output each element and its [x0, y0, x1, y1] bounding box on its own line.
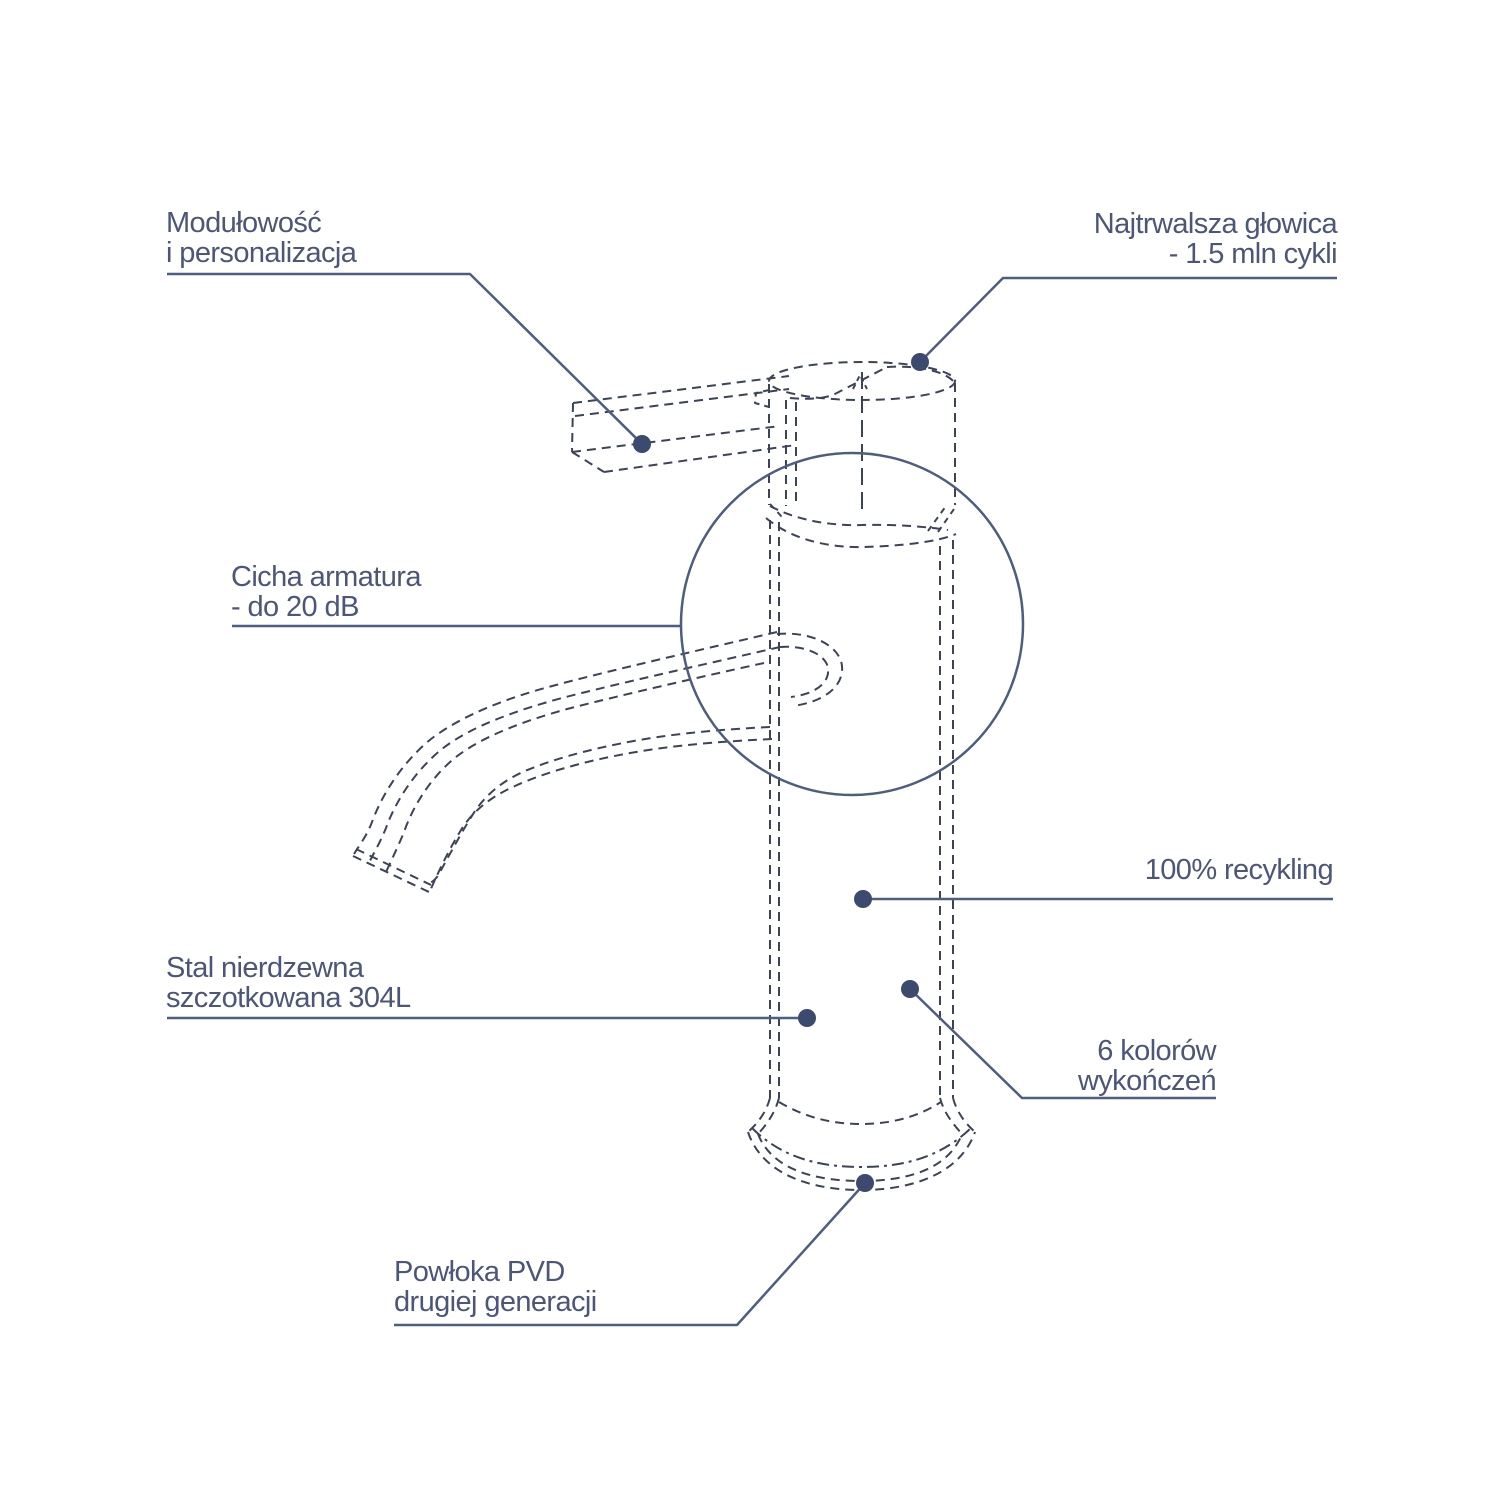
label-line: Stal nierdzewna	[166, 952, 364, 984]
label-pvd	[394, 1257, 597, 1317]
label-line: - do 20 dB	[231, 591, 359, 623]
label-line: drugiej generacji	[394, 1286, 597, 1318]
label-steel	[166, 953, 411, 1013]
label-line: Modułowość	[166, 207, 322, 239]
label-modularity	[166, 208, 356, 268]
label-line: Powłoka PVD	[394, 1256, 565, 1288]
leader-recycling	[854, 890, 1333, 908]
faucet-sketch	[353, 362, 975, 1190]
faucet-spout	[353, 632, 842, 892]
label-line: i personalizacja	[166, 237, 357, 269]
leader-durable-head	[911, 278, 1337, 371]
highlight-circle	[681, 453, 1023, 795]
label-line: 100% recykling	[1144, 854, 1333, 886]
marker-dot	[856, 1174, 874, 1192]
label-durable-head	[1094, 209, 1337, 269]
label-line: wykończeń	[1077, 1065, 1216, 1097]
leader-lines	[167, 274, 1337, 1325]
label-recycling	[1145, 855, 1333, 885]
faucet-body	[770, 520, 953, 1098]
marker-dot	[901, 980, 919, 998]
label-line: Najtrwalsza głowica	[1093, 208, 1337, 240]
label-line: 6 kolorów	[1097, 1035, 1216, 1067]
leader-modularity	[167, 274, 651, 453]
marker-dot	[911, 353, 929, 371]
marker-dot	[798, 1009, 816, 1027]
faucet-handle	[572, 376, 796, 472]
label-line: Cicha armatura	[231, 561, 421, 593]
label-line: - 1.5 mln cykli	[1168, 238, 1337, 270]
label-colors	[1078, 1036, 1216, 1096]
label-line: szczotkowana 304L	[166, 982, 411, 1014]
marker-dot	[854, 890, 872, 908]
label-quiet	[231, 562, 421, 622]
marker-dot	[633, 435, 651, 453]
